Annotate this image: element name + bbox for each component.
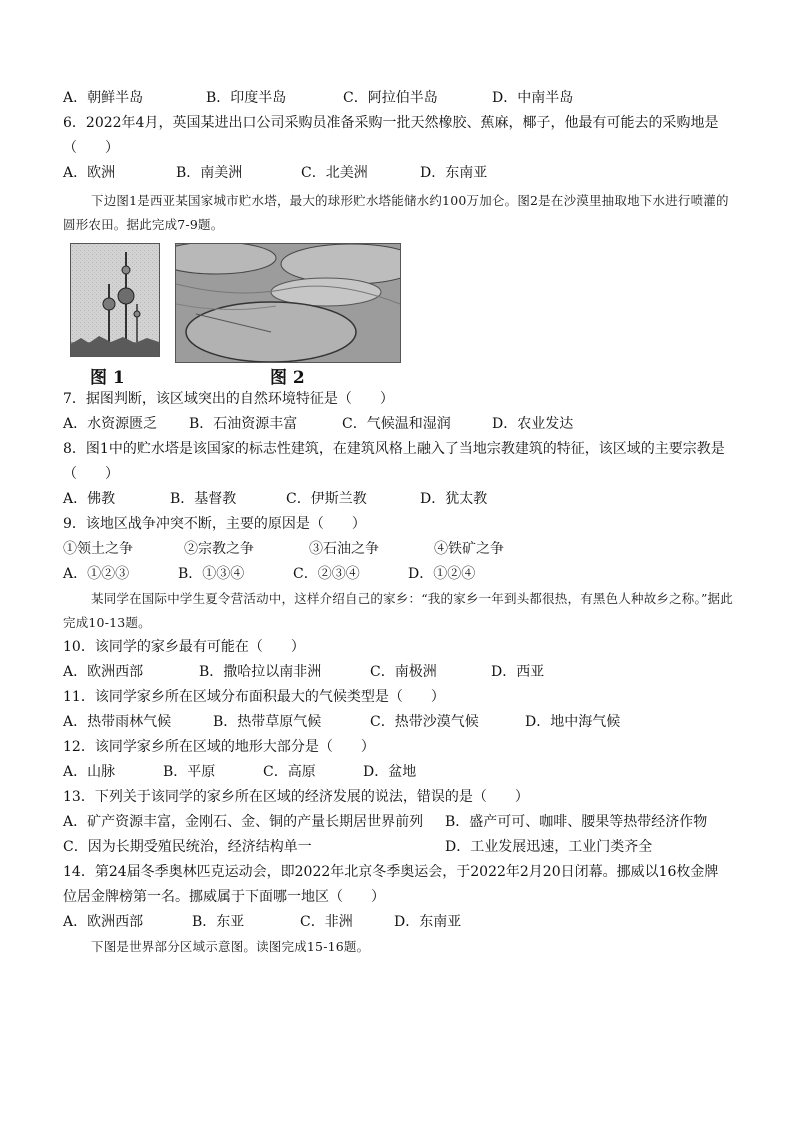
q5-option-a[interactable]: A．朝鲜半岛 bbox=[63, 90, 144, 106]
figure-1-caption: 图 1 bbox=[90, 368, 125, 388]
q5-option-d[interactable]: D．中南半岛 bbox=[492, 90, 574, 106]
q10-option-d[interactable]: D．西亚 bbox=[491, 664, 545, 680]
q9-item-4: ④铁矿之争 bbox=[434, 541, 504, 557]
q7-option-b[interactable]: B．石油资源丰富 bbox=[189, 416, 298, 432]
q9-options bbox=[63, 562, 733, 587]
q11-option-d[interactable]: D．地中海气候 bbox=[525, 714, 621, 730]
figure-2-caption: 图 2 bbox=[270, 368, 305, 388]
q10-option-c[interactable]: C．南极洲 bbox=[370, 664, 437, 680]
q9-stem: 9．该地区战争冲突不断，主要的原因是（ ） bbox=[63, 516, 366, 532]
q9-option-b[interactable]: B．①③④ bbox=[178, 566, 245, 582]
q13-options-row1 bbox=[63, 810, 733, 835]
q7-stem: 7．据图判断，该区域突出的自然环境特征是（ ） bbox=[63, 391, 394, 407]
q6-option-d[interactable]: D．东南亚 bbox=[420, 165, 488, 181]
q12-option-a[interactable]: A．山脉 bbox=[63, 764, 116, 780]
intro-15-16: 下图是世界部分区域示意图。读图完成15-16题。 bbox=[91, 939, 370, 954]
q7-option-d[interactable]: D．农业发达 bbox=[492, 416, 574, 432]
q6-option-a[interactable]: A．欧洲 bbox=[63, 165, 116, 181]
q14-stem-line2: 位居金牌榜第一名。挪威属于下面哪一地区（ ） bbox=[63, 889, 385, 905]
q12-option-c[interactable]: C．高原 bbox=[263, 764, 316, 780]
q10-option-a[interactable]: A．欧洲西部 bbox=[63, 664, 144, 680]
q11-option-c[interactable]: C．热带沙漠气候 bbox=[370, 714, 479, 730]
exam-page bbox=[63, 86, 733, 959]
q7-options bbox=[63, 412, 733, 437]
q6-option-b[interactable]: B．南美洲 bbox=[176, 165, 243, 181]
q9-option-d[interactable]: D．①②④ bbox=[408, 566, 476, 582]
q13-options-row2 bbox=[63, 835, 733, 860]
q9-option-c[interactable]: C．②③④ bbox=[293, 566, 360, 582]
figure-1-water-towers bbox=[70, 243, 160, 357]
q5-options bbox=[63, 86, 733, 111]
q6-blank: （ ） bbox=[63, 140, 119, 156]
q6-option-c[interactable]: C．北美洲 bbox=[301, 165, 368, 181]
q11-option-a[interactable]: A．热带雨林气候 bbox=[63, 714, 172, 730]
intro-10-13: 某同学在国际中学生夏令营活动中，这样介绍自己的家乡：“我的家乡一年到头都很热，有黑色人种故乡之称。”据此完成10-13题。 bbox=[63, 591, 733, 630]
q14-stem-line1: 14．第24届冬季奥林匹克运动会，即2022年北京冬季奥运会，于2022年2月20日闭幕。挪威以16枚金牌 bbox=[63, 864, 719, 880]
q12-option-d[interactable]: D．盆地 bbox=[363, 764, 417, 780]
q12-options bbox=[63, 760, 733, 785]
q9-item-2: ②宗教之争 bbox=[184, 541, 254, 557]
q13-option-c[interactable]: C．因为长期受殖民统治，经济结构单一 bbox=[63, 839, 312, 855]
intro-7-9: 下边图1是西亚某国家城市贮水塔，最大的球形贮水塔能储水约100万加仑。图2是在沙漠里抽取地下水进行喷灌的圆形农田。据此完成7-9题。 bbox=[63, 193, 729, 232]
q14-option-d[interactable]: D．东南亚 bbox=[394, 914, 462, 930]
figure-2-circular-fields bbox=[175, 243, 401, 363]
q13-option-a[interactable]: A．矿产资源丰富，金刚石、金、铜的产量长期居世界前列 bbox=[63, 814, 424, 830]
q11-stem: 11．该同学家乡所在区域分布面积最大的气候类型是（ ） bbox=[63, 689, 445, 705]
q10-options bbox=[63, 660, 733, 685]
q9-item-3: ③石油之争 bbox=[309, 541, 379, 557]
q9-item-1: ①领土之争 bbox=[63, 541, 133, 557]
q8-blank: （ ） bbox=[63, 466, 119, 482]
q14-options bbox=[63, 910, 733, 935]
q14-option-c[interactable]: C．非洲 bbox=[300, 914, 353, 930]
q10-stem: 10．该同学的家乡最有可能在（ ） bbox=[63, 639, 305, 655]
q9-option-a[interactable]: A．①②③ bbox=[63, 566, 130, 582]
q9-items bbox=[63, 537, 733, 562]
q7-option-c[interactable]: C．气候温和湿润 bbox=[342, 416, 451, 432]
q5-option-b[interactable]: B．印度半岛 bbox=[206, 90, 287, 106]
q14-option-a[interactable]: A．欧洲西部 bbox=[63, 914, 144, 930]
q8-options bbox=[63, 487, 733, 512]
q10-option-b[interactable]: B．撒哈拉以南非洲 bbox=[199, 664, 322, 680]
q7-option-a[interactable]: A．水资源匮乏 bbox=[63, 416, 158, 432]
q6-options bbox=[63, 161, 733, 186]
q12-stem: 12．该同学家乡所在区域的地形大部分是（ ） bbox=[63, 739, 375, 755]
q8-option-b[interactable]: B．基督教 bbox=[170, 491, 237, 507]
q12-option-b[interactable]: B．平原 bbox=[163, 764, 216, 780]
q8-option-d[interactable]: D．犹太教 bbox=[420, 491, 488, 507]
figures-row bbox=[63, 237, 733, 387]
q6-stem: 6．2022年4月，英国某进出口公司采购员准备采购一批天然橡胶、蕉麻，椰子，他最有可能去的采购地是 bbox=[63, 115, 719, 131]
q11-option-b[interactable]: B．热带草原气候 bbox=[213, 714, 322, 730]
q8-option-a[interactable]: A．佛教 bbox=[63, 491, 116, 507]
q13-option-b[interactable]: B．盛产可可、咖啡、腰果等热带经济作物 bbox=[445, 814, 708, 830]
q14-option-b[interactable]: B．东亚 bbox=[192, 914, 245, 930]
q13-option-d[interactable]: D．工业发展迅速，工业门类齐全 bbox=[445, 839, 653, 855]
q8-stem: 8．图1中的贮水塔是该国家的标志性建筑，在建筑风格上融入了当地宗教建筑的特征，该区域的主要宗教是 bbox=[63, 441, 725, 457]
q8-option-c[interactable]: C．伊斯兰教 bbox=[286, 491, 367, 507]
q5-option-c[interactable]: C．阿拉伯半岛 bbox=[343, 90, 438, 106]
q13-stem: 13．下列关于该同学的家乡所在区域的经济发展的说法，错误的是（ ） bbox=[63, 789, 529, 805]
q11-options bbox=[63, 710, 733, 735]
